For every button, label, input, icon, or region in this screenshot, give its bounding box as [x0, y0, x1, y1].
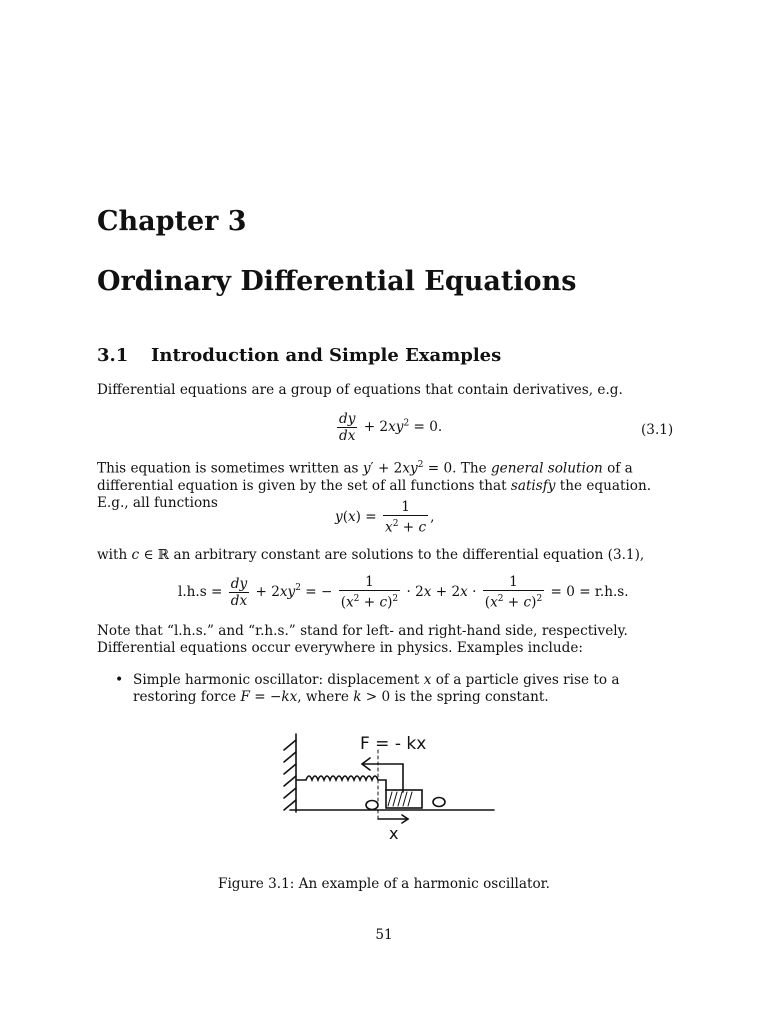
- solution-equation: y(x) = $\frac{1}{x^2 + c}$ ,: [335, 499, 435, 536]
- section-title: Introduction and Simple Examples: [151, 345, 502, 366]
- spring: [297, 776, 386, 790]
- intro-paragraph: Differential equations are a group of equations that contain derivatives, e.g.: [97, 382, 623, 398]
- x-label: x: [389, 824, 399, 843]
- force-label: F = - kx: [360, 734, 427, 754]
- general-solution-term: general solution: [490, 460, 603, 477]
- figure-caption: Figure 3.1: An example of a harmonic oscillator.: [218, 876, 550, 892]
- oscillator-bullet: Simple harmonic oscillator: displacement x of a particle gives rise to a restoring force F = −kx, where k > 0 is the spring constant.: [133, 672, 620, 705]
- block-hatching: [388, 792, 412, 806]
- section-number: 3.1: [97, 345, 129, 366]
- note-paragraph: Note that “l.h.s.” and “r.h.s.” stand for left- and right-hand side, respectively. Differential equations occur everywhere in physics. Examples include:: [97, 623, 628, 656]
- oscillator-figure: [268, 722, 500, 847]
- chapter-label: Chapter 3: [97, 206, 247, 237]
- right-wheel: [433, 798, 445, 807]
- satisfy-term: satisfy: [510, 477, 556, 494]
- constant-paragraph: with c ∈ ℝ an arbitrary constant are solutions to the differential equation (3.1),: [97, 547, 645, 563]
- wall-hatching: [284, 740, 296, 810]
- lhs-rhs-equation: l.h.s = $\frac{dy}{dx}$ + $2xy^2$ = − $\frac{1}{(x^2 + c)^2}$ · 2x + 2x · $\frac{1}{(x^2 + c)^2}$ = 0 = r.h.s.: [178, 574, 629, 611]
- equation-number: (3.1): [641, 422, 674, 438]
- chapter-title: Ordinary Differential Equations: [97, 266, 577, 297]
- left-wheel: [366, 801, 378, 810]
- section-heading: [97, 345, 501, 366]
- page-number: 51: [375, 927, 393, 943]
- bullet-marker: •: [115, 672, 124, 688]
- general-solution-paragraph: This equation is sometimes written as $y' + 2xy^2 = 0$. The general solution of a differential equation is given by the set of all functions that satisfy the equation. E.g., all functions: [97, 460, 652, 511]
- equation-3-1: $\frac{dy}{dx}$ + $2xy^2 = 0$.: [339, 411, 443, 444]
